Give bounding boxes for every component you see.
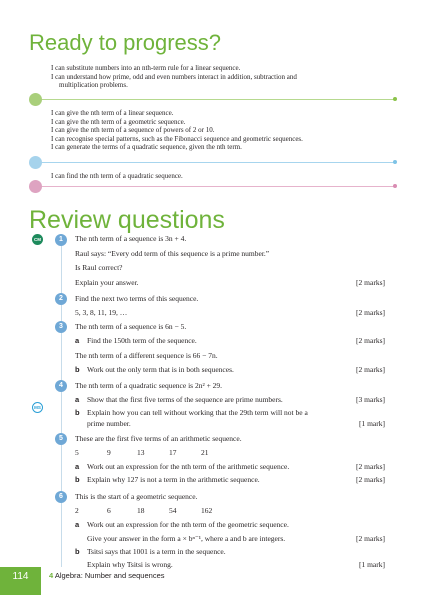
q6-line: This is the start of a geometric sequence. bbox=[75, 492, 198, 501]
ready-statement: I can generate the terms of a quadratic sequence, given the nth term. bbox=[51, 143, 242, 151]
page-number: 114 bbox=[0, 567, 41, 595]
sequence-term: 18 bbox=[137, 506, 145, 515]
question-number: 1 bbox=[55, 234, 67, 246]
sequence-term: 6 bbox=[107, 506, 111, 515]
ready-statement: I can recognise special patterns, such as the Fibonacci sequence and geometric sequences. bbox=[51, 134, 303, 143]
pink-circle-icon bbox=[29, 180, 42, 193]
sequence-term: 21 bbox=[201, 448, 209, 457]
ready-title: Ready to progress? bbox=[29, 30, 221, 55]
part-label: b bbox=[75, 475, 80, 484]
review-title: Review questions bbox=[29, 206, 225, 234]
q6-part-b: Tsitsi says that 1001 is a term in the sequence. bbox=[87, 547, 226, 556]
q5-line: These are the first five terms of an arithmetic sequence. bbox=[75, 434, 242, 443]
ready-group-3 bbox=[51, 172, 183, 181]
progress-band-pink bbox=[35, 186, 395, 187]
q6-part-a: Work out an expression for the nth term of the geometric sequence. bbox=[87, 520, 289, 529]
ready-statement: I can substitute numbers into an nth-term rule for a linear sequence. bbox=[51, 64, 241, 72]
marks: [2 marks] bbox=[356, 462, 385, 471]
chapter-number: 4 bbox=[49, 571, 54, 580]
cm-icon: CM bbox=[32, 234, 43, 245]
sequence-term: 2 bbox=[75, 506, 79, 515]
q3-part-b: Work out the only term that is in both sequences. bbox=[87, 365, 234, 374]
question-number: 3 bbox=[55, 321, 67, 333]
part-label: b bbox=[75, 365, 80, 374]
progress-band-blue bbox=[35, 162, 395, 163]
marks: [2 marks] bbox=[356, 534, 385, 543]
ready-statement: multiplication problems. bbox=[59, 81, 128, 89]
question-number: 5 bbox=[55, 433, 67, 445]
q1-line: The nth term of a sequence is 3n + 4. bbox=[75, 234, 187, 243]
q4-line: The nth term of a quadratic sequence is 2n² + 29. bbox=[75, 381, 223, 390]
ms-icon: MS bbox=[32, 402, 43, 413]
q5-part-b: Explain why 127 is not a term in the arithmetic sequence. bbox=[87, 475, 260, 484]
green-circle-icon bbox=[29, 93, 42, 106]
q1-line: Raul says: “Every odd term of this sequence is a prime number.” bbox=[75, 249, 270, 258]
part-label: a bbox=[75, 462, 80, 471]
ready-statement: I can give the nth term of a geometric sequence. bbox=[51, 117, 186, 126]
marks: [1 mark] bbox=[358, 419, 385, 428]
progress-band-green bbox=[35, 99, 395, 100]
part-label: a bbox=[75, 520, 80, 529]
sequence-term: 54 bbox=[169, 506, 177, 515]
chapter-footer bbox=[49, 571, 165, 580]
marks: [1 mark] bbox=[358, 560, 385, 569]
marks: [3 marks] bbox=[356, 395, 385, 404]
q3-line: The nth term of a different sequence is 66 − 7n. bbox=[75, 351, 218, 360]
ready-statement: I can give the nth term of a linear sequence. bbox=[51, 109, 174, 117]
marks: [2 marks] bbox=[356, 278, 385, 287]
ready-group-1 bbox=[51, 64, 297, 90]
q5-part-a: Work out an expression for the nth term of the arithmetic sequence. bbox=[87, 462, 290, 471]
q1-line: Is Raul correct? bbox=[75, 263, 123, 272]
ready-statement: I can understand how prime, odd and even numbers interact in addition, subtraction and bbox=[51, 72, 297, 81]
sequence-term: 17 bbox=[169, 448, 177, 457]
marks: [2 marks] bbox=[356, 336, 385, 345]
sequence-term: 9 bbox=[107, 448, 111, 457]
review-questions bbox=[55, 233, 385, 568]
part-label: b bbox=[75, 408, 80, 417]
marks: [2 marks] bbox=[356, 475, 385, 484]
q3-line: The nth term of a sequence is 6n − 5. bbox=[75, 322, 187, 331]
q2-line: Find the next two terms of this sequence. bbox=[75, 294, 199, 303]
ready-group-2 bbox=[51, 109, 303, 152]
q1-line: Explain your answer. bbox=[75, 278, 139, 287]
marks: [2 marks] bbox=[356, 365, 385, 374]
sequence-term: 162 bbox=[201, 506, 213, 515]
question-number: 4 bbox=[55, 380, 67, 392]
ready-statement: I can find the nth term of a quadratic sequence. bbox=[51, 172, 183, 180]
part-label: a bbox=[75, 336, 80, 345]
q2-line: 5, 3, 8, 11, 19, … bbox=[75, 308, 128, 317]
q4-part-a: Show that the first five terms of the sequence are prime numbers. bbox=[87, 395, 283, 404]
question-number: 6 bbox=[55, 491, 67, 503]
chapter-title: Algebra: Number and sequences bbox=[54, 571, 165, 580]
ready-statement: I can give the nth term of a sequence of powers of 2 or 10. bbox=[51, 126, 215, 134]
q6-part-b: Explain why Tsitsi is wrong. bbox=[87, 560, 173, 569]
blue-circle-icon bbox=[29, 156, 42, 169]
part-label: a bbox=[75, 395, 80, 404]
q3-part-a: Find the 150th term of the sequence. bbox=[87, 336, 197, 345]
q4-part-b: prime number. bbox=[87, 419, 131, 428]
question-number: 2 bbox=[55, 293, 67, 305]
marks: [2 marks] bbox=[356, 308, 385, 317]
q4-part-b: Explain how you can tell without working that the 29th term will not be a bbox=[87, 408, 308, 417]
sequence-term: 13 bbox=[137, 448, 145, 457]
sequence-term: 5 bbox=[75, 448, 79, 457]
part-label: b bbox=[75, 547, 80, 556]
q6-part-a: Give your answer in the form a × bⁿ⁻¹, where a and b are integers. bbox=[87, 534, 286, 543]
